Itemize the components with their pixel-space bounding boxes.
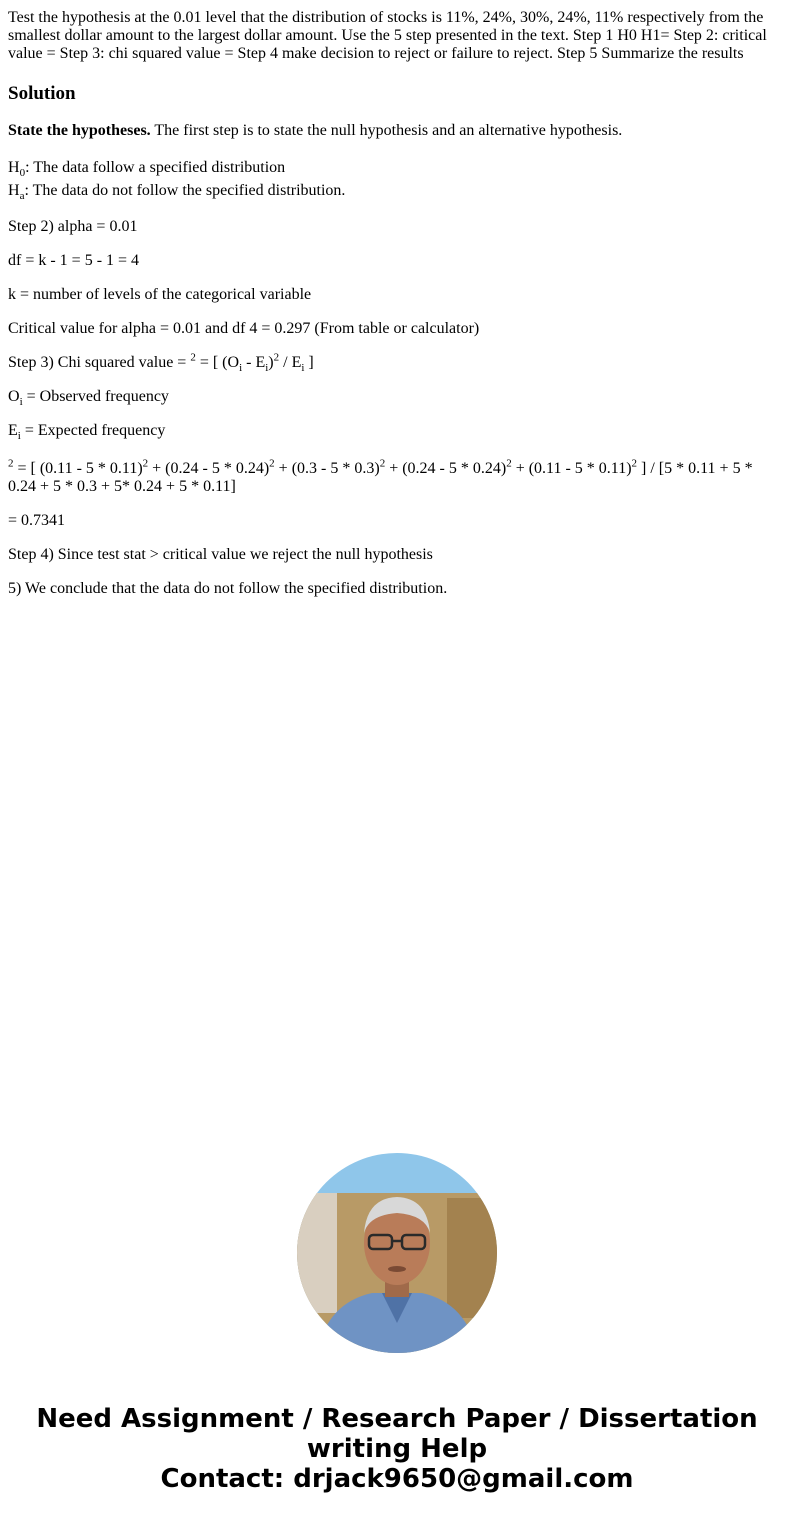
critical-value-line: Critical value for alpha = 0.01 and df 4 = 0.297 (From table or calculator) (8, 320, 480, 337)
promo-footer (0, 1404, 794, 1494)
footer-line-2: writing Help (306, 1434, 488, 1464)
footer-line-1: Need Assignment / Research Paper / Dissertation (36, 1404, 758, 1434)
chi-squared-formula: $^2$ = [ (0.11 - 5 * 0.11)$^2$ + (0.24 - 5 * 0.24)$^2$ + (0.3 - 5 * 0.3)$^2$ + (0.24 - 5 * 0.24)$^2$ + (0.11 - 5 * 0.11)$^2$ ] / [5 * 0.11 + 5 * 0.24 + 5 * 0.3 + 5* 0.24 + 5 * 0.11] (8, 457, 753, 495)
question-text: Test the hypothesis at the 0.01 level that the distribution of stocks is 11%, 24%, 30%, 24%, 11% respectively from the smallest dollar amount to the largest dollar amount. Use the 5 step presented in the text. Step 1 H0 H1= Step 2: critical value = Step 3: chi squared value = Step 4 make decision to reject or failure to reject. Step 5 Summarize the results (8, 9, 767, 62)
result-value: = 0.7341 (8, 512, 66, 529)
solution-document (8, 9, 778, 614)
state-hypotheses-paragraph (8, 122, 778, 140)
solution-heading: Solution (8, 83, 76, 104)
step4-decision: Step 4) Since test stat > critical value we reject the null hypothesis (8, 546, 433, 563)
state-hypotheses-text: The first step is to state the null hypothesis and an alternative hypothesis. (150, 122, 623, 139)
hypotheses-block (8, 156, 778, 202)
state-hypotheses-label: State the hypotheses. (8, 122, 151, 139)
step2-alpha: Step 2) alpha = 0.01 (8, 218, 138, 235)
k-definition: k = number of levels of the categorical variable (8, 286, 312, 303)
observed-definition: $O_i$ = Observed frequency (8, 388, 169, 409)
step5-conclusion: 5) We conclude that the data do not follow the specified distribution. (8, 580, 448, 597)
null-hypothesis: $H_0$: The data follow a specified distribution (8, 159, 286, 180)
alternative-hypothesis: $H_a$: The data do not follow the specified distribution. (8, 182, 346, 203)
footer-contact: Contact: drjack9650@gmail.com (160, 1464, 634, 1494)
step3-chi-squared: Step 3) Chi squared value = $^2$ = [ $(O_i - E_i)^2 / E_i$ ] (8, 351, 314, 375)
tutor-avatar (297, 1153, 497, 1353)
expected-definition: $E_i$ = Expected frequency (8, 422, 166, 443)
df-line: df = k - 1 = 5 - 1 = 4 (8, 252, 140, 269)
